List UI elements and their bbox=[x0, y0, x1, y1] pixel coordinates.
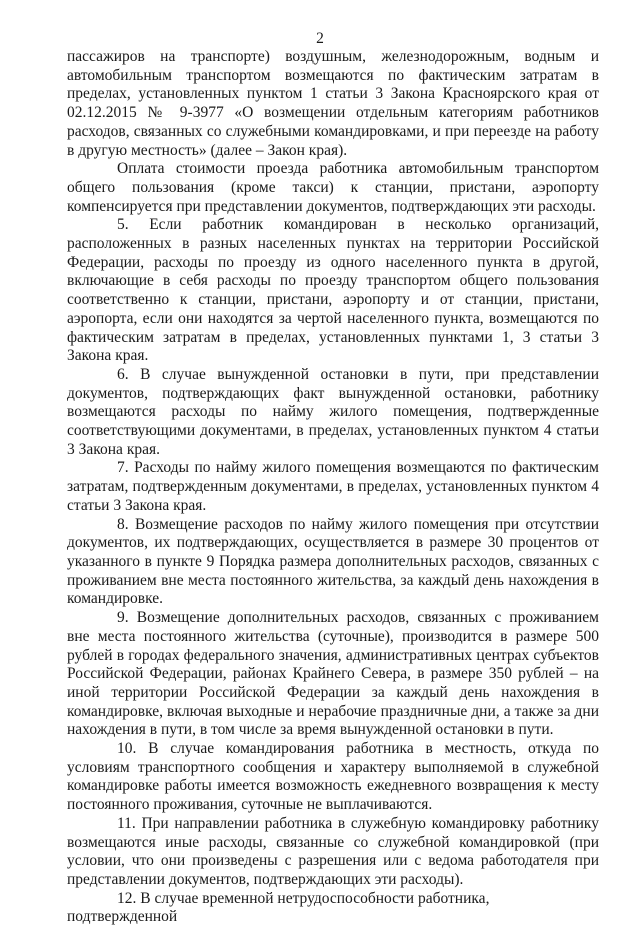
paragraph-item-5-multiple-organizations: 5. Если работник командирован в несколько организаций, расположенных в разных населенных пунктах на территории Российской Федерации, расходы по проезду из одного населенного пункта в другой, включающие в себя расходы по проезду транспортом общего пользования соответственно к станции, пристани, аэропорту и от станции, пристани, аэропорта, если они находятся за чертой населенного пункта, возмещаются по фактическим затратам в пределах, установленных пунктами 1, 3 статьи 3 Закона края. bbox=[67, 216, 599, 365]
paragraph-item-6-forced-stop: 6. В случае вынужденной остановки в пути, при представлении документов, подтверждающих факт вынужденной остановки, работнику возмещаются расходы по найму жилого помещения, подтвержденные соответствующими документами, в пределах, установленных пунктом 4 статьи 3 Закона края. bbox=[67, 365, 599, 458]
paragraph-item-10-daily-return: 10. В случае командирования работника в местность, откуда по условиям транспортного сообщения и характеру выполняемой в служебной командировке работы имеется возможность ежедневного возвращения к месту постоянного проживания, суточные не выплачиваются. bbox=[67, 740, 599, 814]
paragraph-continuation-transport-expenses: пассажиров на транспорте) воздушным, железнодорожным, водным и автомобильным транспортом возмещаются по фактическим затратам в пределах, установленных пунктом 1 статьи 3 Закона Красноярского края от 02.12.2015 № 9-3977 «О возмещении отдельным категориям работников расходов, связанных со служебными командировками, и при переезде на работу в другую местность» (далее – Закон края). bbox=[67, 48, 599, 159]
paragraph-item-8-housing-without-documents: 8. Возмещение расходов по найму жилого помещения при отсутствии документов, их подтверждающих, осуществляется в размере 30 процентов от указанного в пункте 9 Порядка размера дополнительных расходов, связанных с проживанием вне места постоянного жительства, за каждый день нахождения в командировке. bbox=[67, 515, 599, 608]
page-number: 2 bbox=[316, 30, 324, 47]
paragraph-item-12-temporary-disability: 12. В случае временной нетрудоспособности работника, подтвержденной bbox=[67, 889, 490, 926]
document-body bbox=[67, 48, 599, 927]
paragraph-public-transport-compensation: Оплата стоимости проезда работника автомобильным транспортом общего пользования (кроме такси) к станции, пристани, аэропорту компенсируется при представлении документов, подтверждающих эти расходы. bbox=[67, 160, 599, 215]
paragraph-item-7-housing-expenses: 7. Расходы по найму жилого помещения возмещаются по фактическим затратам, подтвержденным документами, в пределах, установленных пунктом 4 статьи 3 Закона края. bbox=[67, 459, 599, 514]
paragraph-item-9-per-diem: 9. Возмещение дополнительных расходов, связанных с проживанием вне места постоянного жительства (суточные), производится в размере 500 рублей в городах федерального значения, административных центрах субъектов Российской Федерации, районах Крайнего Севера, в размере 350 рублей – на иной территории Российской Федерации за каждый день нахождения в командировке, включая выходные и нерабочие праздничные дни, а также за дни нахождения в пути, в том числе за время вынужденной остановки в пути. bbox=[67, 609, 599, 739]
paragraph-item-11-other-expenses: 11. При направлении работника в служебную командировку работнику возмещаются иные расходы, связанные со служебной командировкой (при условии, что они произведены с разрешения или с ведома работодателя при представлении документов, подтверждающих эти расходы). bbox=[67, 814, 599, 888]
